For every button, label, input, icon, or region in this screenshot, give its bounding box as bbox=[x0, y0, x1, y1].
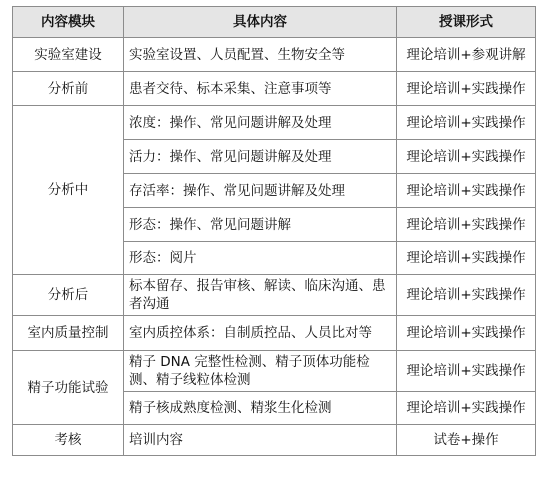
form-cell: 理论培训+实践操作 bbox=[397, 275, 536, 316]
table-row bbox=[13, 275, 536, 316]
course-table bbox=[12, 6, 536, 456]
content-cell: 室内质控体系：自制质控品、人员比对等 bbox=[124, 316, 397, 351]
form-cell: 理论培训+实践操作 bbox=[397, 392, 536, 425]
header-content: 具体内容 bbox=[124, 7, 397, 38]
content-cell: 培训内容 bbox=[124, 425, 397, 456]
header-form: 授课形式 bbox=[397, 7, 536, 38]
content-cell: 精子 DNA 完整性检测、精子顶体功能检测、精子线粒体检测 bbox=[124, 351, 397, 392]
content-cell: 浓度：操作、常见问题讲解及处理 bbox=[124, 106, 397, 140]
form-cell: 理论培训+实践操作 bbox=[397, 351, 536, 392]
module-cell: 考核 bbox=[13, 425, 124, 456]
form-cell: 理论培训+实践操作 bbox=[397, 106, 536, 140]
table-row bbox=[13, 106, 536, 140]
content-cell: 存活率：操作、常见问题讲解及处理 bbox=[124, 174, 397, 208]
module-cell: 精子功能试验 bbox=[13, 351, 124, 425]
content-cell: 形态：操作、常见问题讲解 bbox=[124, 208, 397, 242]
table-row bbox=[13, 316, 536, 351]
form-cell: 试卷+操作 bbox=[397, 425, 536, 456]
content-cell: 患者交待、标本采集、注意事项等 bbox=[124, 72, 397, 106]
form-cell: 理论培训+实践操作 bbox=[397, 174, 536, 208]
module-cell: 分析后 bbox=[13, 275, 124, 316]
form-cell: 理论培训+实践操作 bbox=[397, 208, 536, 242]
table-row bbox=[13, 72, 536, 106]
form-cell: 理论培训+实践操作 bbox=[397, 316, 536, 351]
content-cell: 标本留存、报告审核、解读、临床沟通、患者沟通 bbox=[124, 275, 397, 316]
form-cell: 理论培训+参观讲解 bbox=[397, 38, 536, 72]
table-row bbox=[13, 351, 536, 392]
header-module: 内容模块 bbox=[13, 7, 124, 38]
form-cell: 理论培训+实践操作 bbox=[397, 72, 536, 106]
content-cell: 活力：操作、常见问题讲解及处理 bbox=[124, 140, 397, 174]
form-cell: 理论培训+实践操作 bbox=[397, 242, 536, 275]
table-row bbox=[13, 38, 536, 72]
module-cell: 实验室建设 bbox=[13, 38, 124, 72]
table-row bbox=[13, 425, 536, 456]
table-header-row bbox=[13, 7, 536, 38]
form-cell: 理论培训+实践操作 bbox=[397, 140, 536, 174]
content-cell: 实验室设置、人员配置、生物安全等 bbox=[124, 38, 397, 72]
content-cell: 形态：阅片 bbox=[124, 242, 397, 275]
course-table-container bbox=[12, 6, 535, 456]
module-cell: 分析中 bbox=[13, 106, 124, 275]
module-cell: 室内质量控制 bbox=[13, 316, 124, 351]
content-cell: 精子核成熟度检测、精浆生化检测 bbox=[124, 392, 397, 425]
module-cell: 分析前 bbox=[13, 72, 124, 106]
